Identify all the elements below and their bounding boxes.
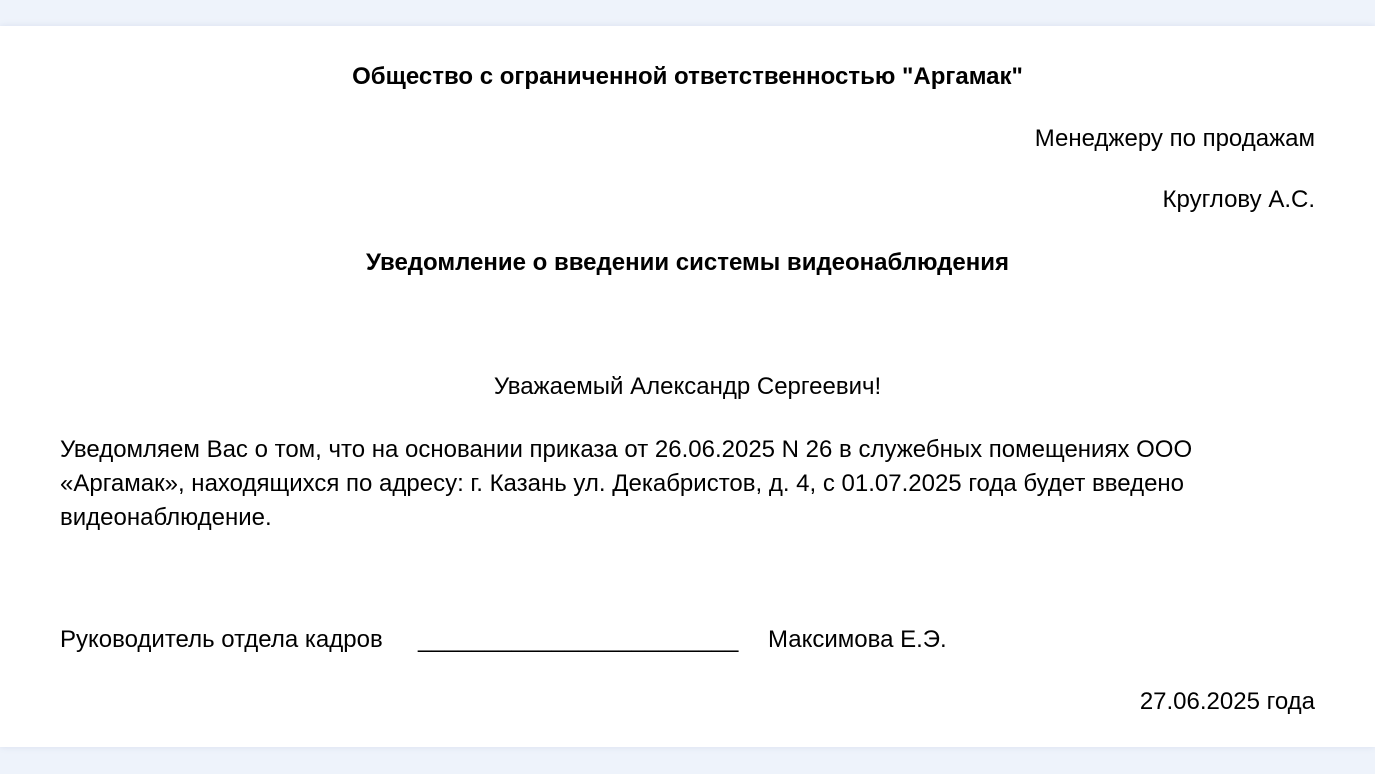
document-date: 27.06.2025 года: [1139, 688, 1315, 715]
document-page: [0, 26, 1375, 747]
recipient-name: Круглову А.С.: [1162, 186, 1315, 213]
signatory-position: Руководитель отдела кадров: [60, 626, 383, 653]
document-title: Уведомление о введении системы видеонаблюдения: [365, 249, 1010, 276]
body-paragraph: Уведомляем Вас о том, что на основании приказа от 26.06.2025 N 26 в служебных помещениях ООО «Аргамак», находящихся по адресу: г. Казань ул. Декабристов, д. 4, с 01.07.2025 года будет введено видеонаблюдение.: [60, 436, 1193, 531]
signature-line: ________________________: [418, 626, 739, 653]
greeting: Уважаемый Александр Сергеевич!: [493, 373, 882, 400]
recipient-position: Менеджеру по продажам: [1034, 125, 1315, 152]
signatory-name: Максимова Е.Э.: [768, 626, 947, 653]
organization-name: Общество с ограниченной ответственностью "Аргамак": [352, 63, 1023, 90]
